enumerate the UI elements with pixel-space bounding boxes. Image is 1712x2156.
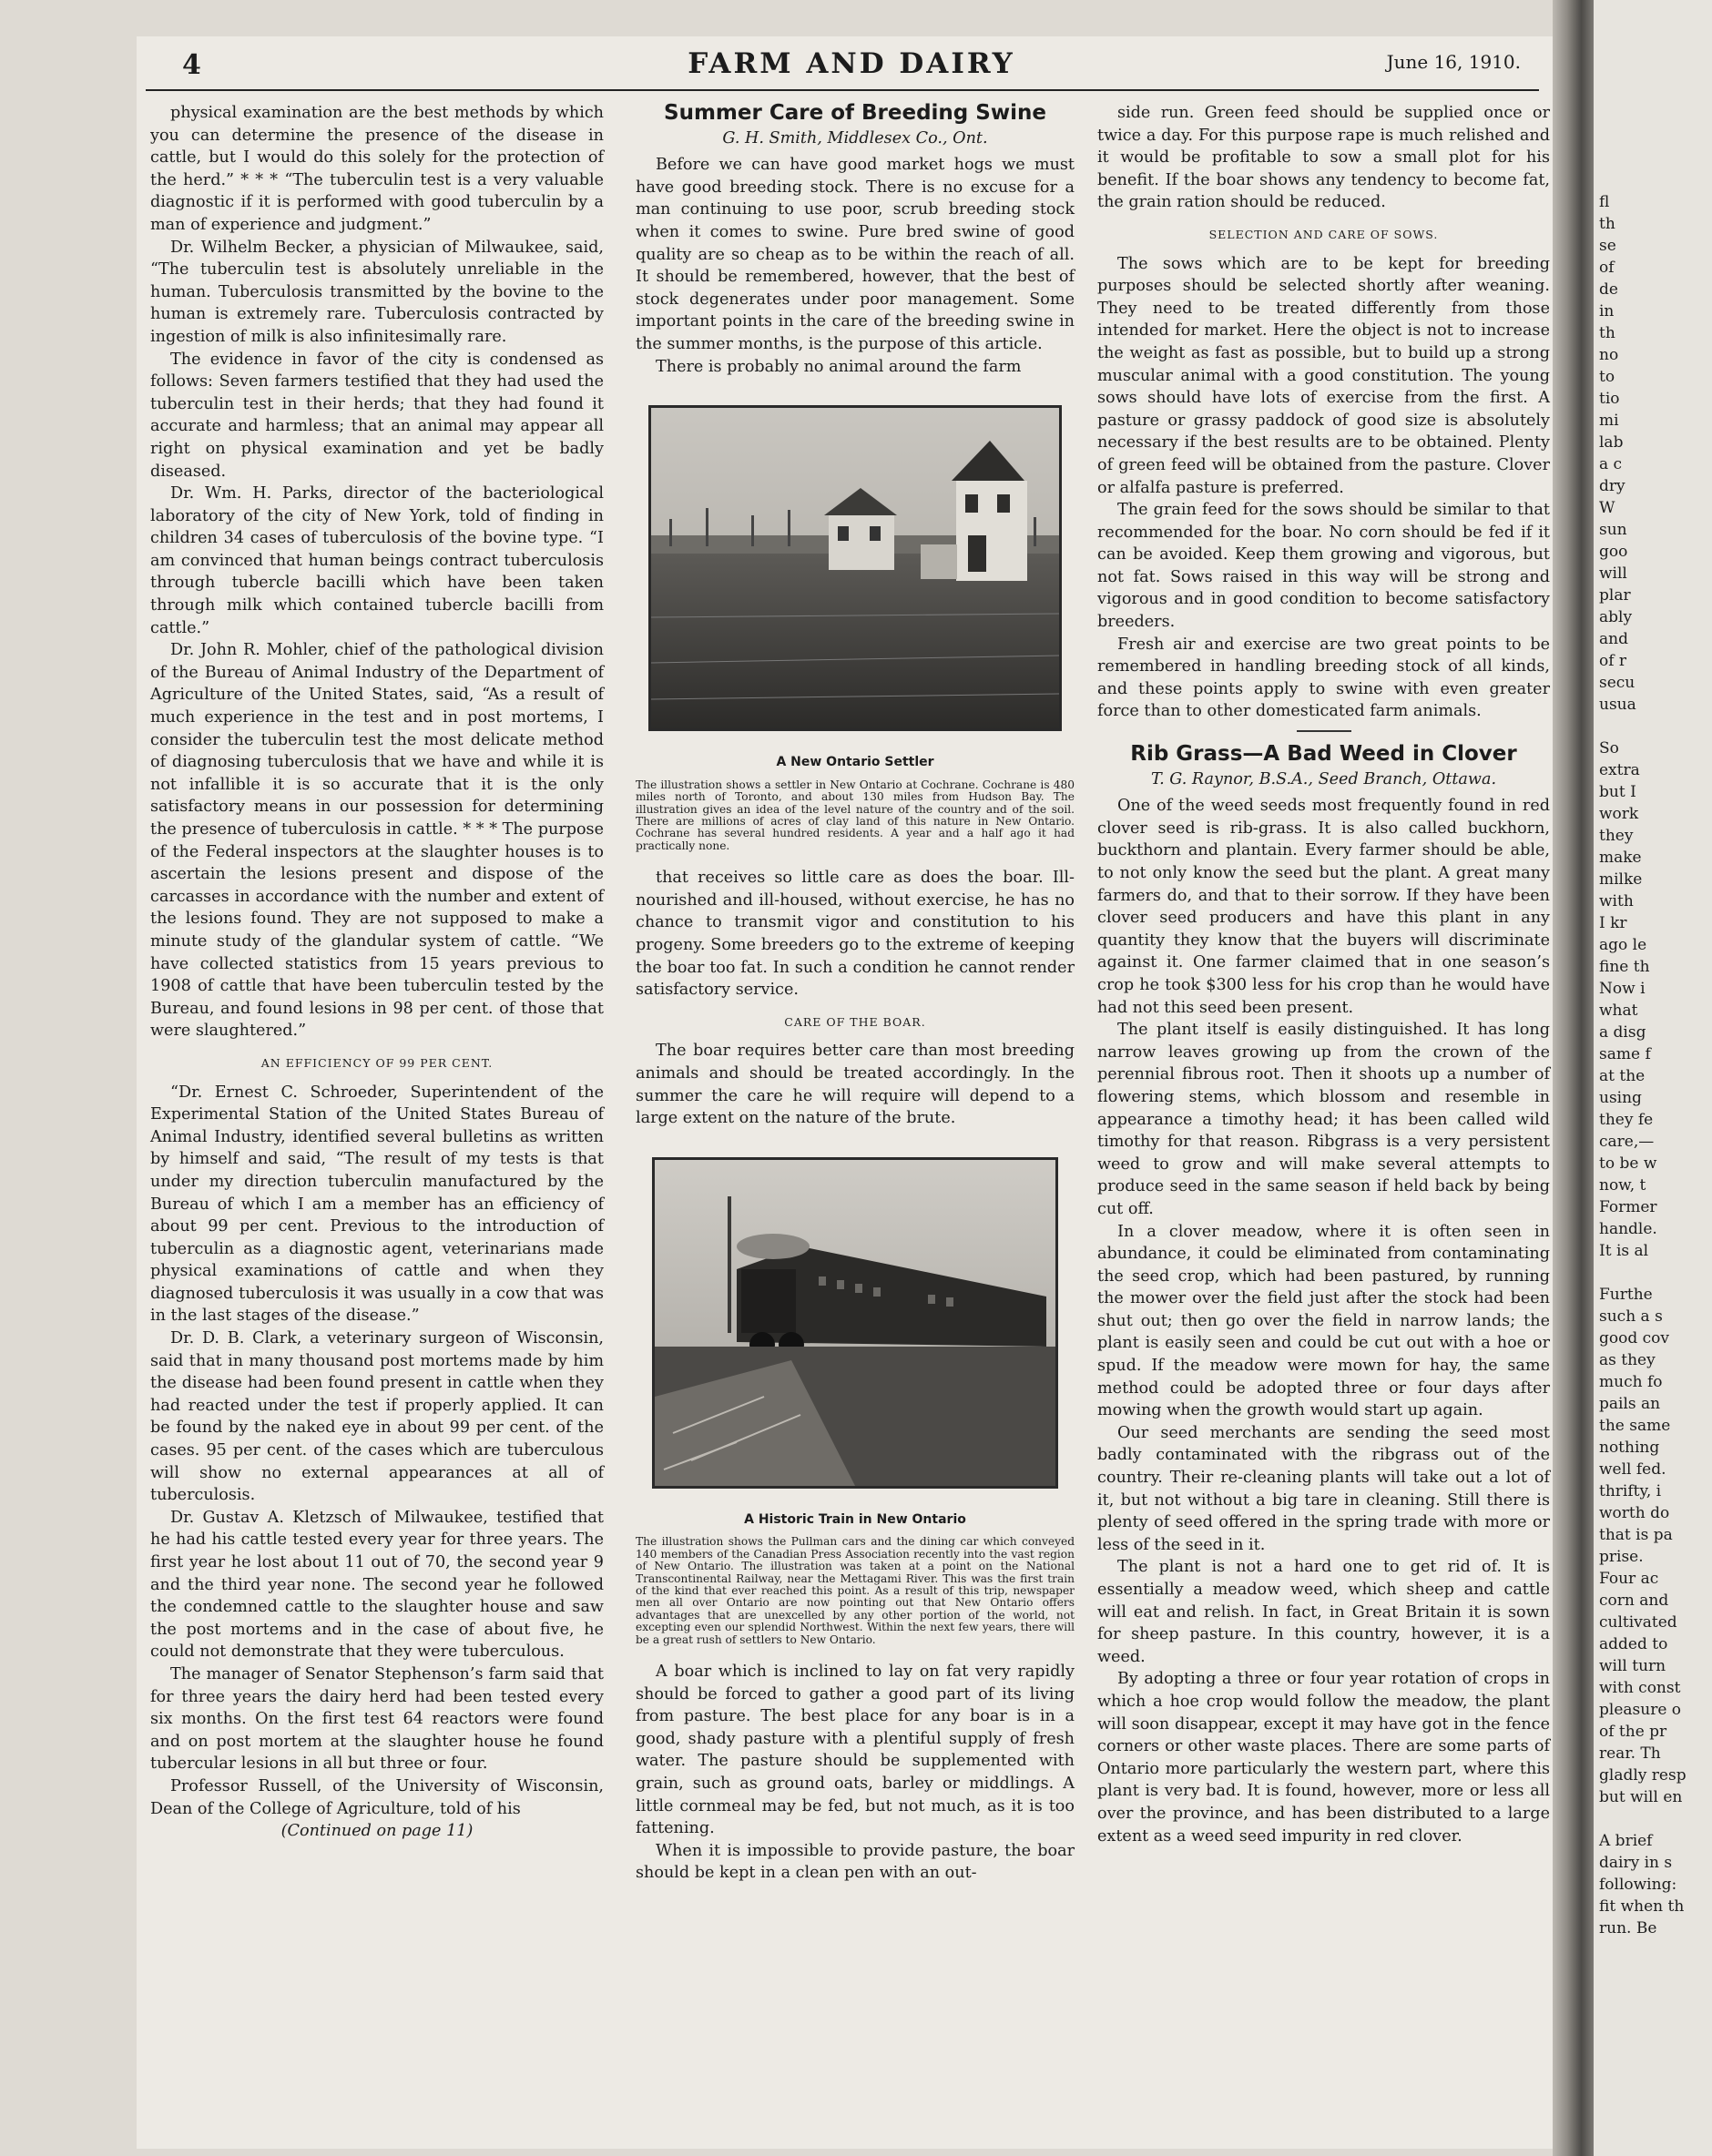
next-page-text-fragment: th: [1599, 324, 1615, 342]
paragraph: There is probably no animal around the farm: [656, 357, 1022, 376]
paragraph: The manager of Senator Stephenson’s farm said that for three years the dairy herd had been tested every six months. On the first test 64 reactors were found and on post mortem at the slaughter house he found tubercular lesions in all but three or four.: [150, 1664, 604, 1774]
next-page-text-fragment: with: [1599, 892, 1634, 910]
paragraph: The plant is not a hard one to get rid of. It is essentially a meadow weed, which sheep and cattle will eat and relish. In fact, in Great Britain it is sown for sheep pasture. In this country, however, it is a weed.: [1097, 1558, 1550, 1666]
next-page-text-fragment: mi: [1599, 412, 1619, 430]
caption-title-settler: A New Ontario Settler: [776, 755, 934, 770]
next-page-text-fragment: A brief: [1599, 1832, 1653, 1850]
next-page-text-fragment: worth do: [1599, 1504, 1670, 1522]
next-page-text-fragment: but I: [1599, 783, 1636, 801]
column-1-paragraphs-continued: [150, 1082, 604, 1821]
column-1: [150, 102, 604, 1843]
paragraph: Professor Russell, of the University of Wisconsin, Dean of the College of Agriculture, told of his: [150, 1776, 604, 1818]
paragraph: The plant itself is easily distinguished. It has long narrow leaves growing up from the crown of the perennial fibrous root. Then it shoots up a number of flowering stems, which blossom and resemble in appearance a timothy head; it has been called wild timothy for that reason. Ribgrass is a very persistent weed to grow and will make several attempts to produce seed in the same season if held back by being cut off.: [1097, 1021, 1550, 1218]
next-page-text-fragment: make: [1599, 849, 1642, 867]
masthead: [182, 47, 1521, 86]
next-page-text-fragment: thrifty, i: [1599, 1482, 1662, 1500]
paragraph: The grain feed for the sows should be similar to that recommended for the boar. No corn should be fed if it can be avoided. Keep them growing and vigorous, but not fat. Sows raised in this way will be strong and vigorous and in good condition to become satisfactory breeders.: [1097, 501, 1550, 632]
next-page-text-fragment: [1594, 1808, 1712, 1830]
next-page-text-fragment: they: [1599, 827, 1634, 845]
next-page-text-fragment: now, t: [1599, 1176, 1646, 1195]
column-3: [1097, 102, 1550, 1847]
paragraph: Before we can have good market hogs we must have good breeding stock. There is no excuse for a man continuing to use poor, scrub breeding stock when it comes to swine. Pure bred swine of good quality are so cheap as to be within the reach of all. It should be remembered, however, that the best of stock degenerates under poor management. Some important points in the care of the breeding swine in the summer months, is the purpose of this article.: [636, 156, 1075, 353]
next-page-text-fragment: de: [1599, 280, 1618, 299]
paragraph: The evidence in favor of the city is condensed as follows: Seven farmers testified that they had used the tuberculin test in their herds; that they had found it accurate and harmless; that an animal may appear all right on physical examination and yet be badly diseased.: [150, 350, 604, 481]
next-page-text-fragment: extra: [1599, 761, 1640, 779]
next-page-text-fragment: sun: [1599, 521, 1627, 539]
next-page-text-fragment: milke: [1599, 870, 1643, 889]
continued-note: (Continued on page 11): [280, 1822, 474, 1841]
next-page-text-fragment: plar: [1599, 586, 1631, 605]
swine-paragraphs-intro: [636, 154, 1075, 378]
column-1-paragraphs: [150, 102, 604, 1042]
next-page-text-fragment: what: [1599, 1002, 1638, 1020]
next-page-text-fragment: I kr: [1599, 914, 1627, 932]
next-page-text-fragment: ably: [1599, 608, 1633, 626]
next-page-text-fragment: will: [1599, 564, 1627, 583]
subheading-sows: SELECTION AND CARE OF SOWS.: [1208, 227, 1439, 241]
next-page-text-fragment: nothing: [1599, 1439, 1660, 1457]
article-separator: [1297, 730, 1351, 732]
next-page-text-fragment: the same: [1599, 1417, 1671, 1435]
next-page-text-fragment: dry: [1599, 477, 1625, 495]
next-page-text-fragment: lab: [1599, 433, 1624, 452]
next-page-text-fragment: fine th: [1599, 958, 1650, 976]
column-2: [636, 102, 1075, 1885]
next-page-text-fragment: So: [1599, 739, 1619, 758]
paragraph: The boar requires better care than most breeding animals and should be treated accordingly. In the summer the care he will require will depend to a large extent on the nature of the brute.: [636, 1042, 1075, 1128]
next-page-text-fragment: pails an: [1599, 1395, 1661, 1413]
caption-text-settler: The illustration shows a settler in New Ontario at Cochrane. Cochrane is 480 miles north of Toronto, and about 130 miles from Hudson Bay. The illustration gives an idea of the level nature of the country and of the soil. There are millions of acres of clay land of this nature in New Ontario. Cochrane has several hundred residents. A year and a half ago it had practically none.: [636, 778, 1075, 852]
next-page-text-fragment: [1594, 1262, 1712, 1284]
next-page-text-fragment: ago le: [1599, 936, 1647, 954]
swine-paragraphs-green-feed: [1097, 102, 1550, 214]
paragraph: Our seed merchants are sending the seed most badly contaminated with the ribgrass out of the country. Their re-cleaning plants will take out a lot of it, but not without a big tare in cleaning. Still there is plenty of seed offered in the spring trade with more or less of the seed in it.: [1097, 1423, 1550, 1554]
next-page-text-fragment: corn and: [1599, 1592, 1669, 1610]
next-page-text-fragment: gladly resp: [1599, 1766, 1687, 1785]
next-page-text-fragment: Now i: [1599, 980, 1646, 998]
next-page-text-fragment: much fo: [1599, 1373, 1663, 1391]
next-page-text-fragment: in: [1599, 302, 1615, 320]
next-page-text-fragment: secu: [1599, 674, 1636, 692]
next-page-text-fragment: with const: [1599, 1679, 1681, 1697]
next-page-text-fragment: good cov: [1599, 1329, 1669, 1348]
next-page-text-fragment: no: [1599, 346, 1619, 364]
next-page-text-fragment: pleasure o: [1599, 1701, 1682, 1719]
next-page-text-fragment: such a s: [1599, 1307, 1663, 1326]
swine-paragraphs-boar-neglect: [636, 867, 1075, 1002]
next-page-text-fragment: run. Be: [1599, 1919, 1657, 1937]
next-page-text-fragment: to be w: [1599, 1154, 1657, 1173]
swine-paragraphs-pasture: [636, 1661, 1075, 1885]
next-page-text-fragment: tio: [1599, 390, 1620, 408]
next-page-text-fragment: using: [1599, 1089, 1642, 1107]
next-page-text-fragment: well fed.: [1599, 1460, 1666, 1479]
article-byline-swine: G. H. Smith, Middlesex Co., Ont.: [722, 128, 988, 147]
next-page-text-fragment: and: [1599, 630, 1628, 648]
issue-date: June 16, 1910.: [1386, 51, 1521, 73]
paragraph: side run. Green feed should be supplied once or twice a day. For this purpose rape is much relished and it would be profitable to sow a small plot for his benefit. If the boar shows any tendency to become fat, the grain ration should be reduced.: [1097, 104, 1550, 212]
next-page-text-fragment: will turn: [1599, 1657, 1666, 1675]
swine-paragraphs-sows: [1097, 253, 1550, 723]
paragraph: physical examination are the best methods by which you can determine the presence of the disease in cattle, but I would do this solely for the protection of the herd.” * * * “The tuberculin test is a very valuable diagnostic if it is performed with good tuberculin by a man of experience and judgment.”: [150, 104, 604, 234]
paragraph: The sows which are to be kept for breeding purposes should be selected shortly after weaning. They need to be treated differently from those intended for market. Here the object is not to increase the weight as fast as possible, but to build up a strong muscular animal with a good constitution. The young sows should have lots of exercise from the first. A pasture or grassy paddock of good size is absolutely necessary if the best results are to be obtained. Plenty of green feed will be obtained from the pasture. Clover or alfalfa pasture is preferred.: [1097, 254, 1550, 497]
paragraph: “Dr. Ernest C. Schroeder, Superintendent of the Experimental Station of the United States Bureau of Animal Industry, identified several bulletins as written by himself and said, “The result of my tests is that under my direction tuberculin manufactured by the Bureau of which I am a member has an efficiency of about 99 per cent. Previous to the introduction of tuberculin as a diagnostic agent, veterinarians made physical examinations of cattle and when they diagnosed tuberculosis it was usually in a cow that was in the last stages of the disease.”: [150, 1083, 604, 1326]
next-page-text-fragment: at the: [1599, 1067, 1646, 1085]
next-page-text-fragment: but will en: [1599, 1788, 1683, 1806]
next-page-text-fragment: added to: [1599, 1635, 1668, 1653]
paragraph: When it is impossible to provide pasture, the boar should be kept in a clean pen with an out-: [636, 1841, 1075, 1883]
paragraph: A boar which is inclined to lay on fat very rapidly should be forced to gather a good part of its living from pasture. The best place for any boar is in a good, shady pasture with a plentiful supply of fresh water. The pasture should be supplemented with grain, such as ground oats, barley or middlings. A little cornmeal may be fed, but not much, as it is too fattening.: [636, 1662, 1075, 1838]
paragraph: Dr. John R. Mohler, chief of the pathological division of the Bureau of Animal Industry of the Department of Agriculture of the United States, said, “As a result of much experience in the test and in post mortems, I consider the tuberculin test the most delicate method of diagnosing tuberculosis that we have and while it is not infallible it is so accurate that it is the only satisfactory means in our possession for determining the presence of tuberculosis in cattle. * * * The purpose of the Federal inspectors at the slaughter houses is to ascertain the lesions present and dispose of the carcasses in accordance with the number and extent of the lesions found. They are not supposed to make a minute study of the glandular system of cattle. “We have collected statistics from 15 years previous to 1908 of cattle that have been tuberculin tested by the Bureau, and found lesions in 98 per cent. of those that were slaughtered.”: [150, 641, 604, 1041]
next-page-text-fragment: It is al: [1599, 1242, 1649, 1260]
next-page-text-fragment: Furthe: [1599, 1286, 1653, 1304]
next-page-text-fragment: se: [1599, 237, 1616, 255]
next-page-text-fragment: th: [1599, 215, 1615, 233]
next-page-text-fragment: goo: [1599, 543, 1628, 561]
next-page-text-fragment: they fe: [1599, 1111, 1654, 1129]
paragraph: In a clover meadow, where it is often seen in abundance, it could be eliminated from contaminating the seed crop, which had been pastured, by running the mower over the field just after the stock had been shut out; then go over the field in narrow lands; the plant is easily seen and could be cut out with a hoe or spud. If the meadow were mown for hay, the same method could be adopted three or four days after mowing when the growth would start up again.: [1097, 1222, 1550, 1420]
article-byline-rib-grass: T. G. Raynor, B.S.A., Seed Branch, Ottawa.: [1150, 769, 1497, 788]
next-page-text-fragment: [1594, 716, 1712, 737]
next-page-text-fragment: a c: [1599, 455, 1623, 473]
next-page-text-fragment: usua: [1599, 696, 1636, 714]
next-page-text-fragment: handle.: [1599, 1220, 1657, 1238]
next-page-text-fragment: cultivated: [1599, 1613, 1677, 1632]
next-page-text-fragment: to: [1599, 368, 1615, 386]
caption-title-train: A Historic Train in New Ontario: [744, 1511, 966, 1527]
caption-text-train: The illustration shows the Pullman cars and the dining car which conveyed 140 members of the Canadian Press Association recently into the vast region of New Ontario. The illustration was taken at a point on the National Transcontinental Railway, near the Mettagami River. This was the first train of the kind that ever reached this point. As a result of this trip, newspaper men all over Ontario are now pointing out that New Ontario offers advantages that are unexcelled by any other portion of the world, not excepting even our splendid Northwest. Within the next few years, there will be a great rush of settlers to New Ontario.: [636, 1535, 1075, 1646]
next-page-text-fragment: fl: [1599, 193, 1610, 211]
next-page-text-fragment: prise.: [1599, 1548, 1644, 1566]
paragraph: Dr. Wilhelm Becker, a physician of Milwaukee, said, “The tuberculin test is absolutely unreliable in the human. Tuberculosis transmitted by the bovine to the human is extremely rare. Tuberculosis contracted by ingestion of milk is also infinitesimally rare.: [150, 238, 604, 346]
masthead-rule: [146, 89, 1539, 91]
page-number: 4: [182, 49, 201, 81]
next-page-text-fragment: same f: [1599, 1045, 1651, 1063]
article-title-swine: Summer Care of Breeding Swine: [664, 101, 1046, 125]
next-page-edge: [1594, 0, 1712, 2156]
next-page-text-fragment: as they: [1599, 1351, 1656, 1369]
next-page-text-fragment: that is pa: [1599, 1526, 1673, 1544]
paragraph: By adopting a three or four year rotation of crops in which a hoe crop would follow the meadow, the plant will soon disappear, except it may have got in the fence corners or other waste places. There are some parts of Ontario more particularly the western part, where this plant is very bad. It is found, however, more or less all over the province, and has been distributed to a large extent as a weed seed impurity in red clover.: [1097, 1670, 1550, 1846]
newspaper-title: FARM AND DAIRY: [688, 47, 1015, 80]
subheading-care-of-boar: CARE OF THE BOAR.: [784, 1014, 926, 1029]
paragraph: Dr. Wm. H. Parks, director of the bacteriological laboratory of the city of New York, told of finding in children 34 cases of tuberculosis of the bovine type. “I am convinced that human beings contract tuberculosis through tubercle bacilli which have been taken through milk which contained tubercle bacilli from cattle.”: [150, 484, 604, 637]
next-page-text-fragment: of r: [1599, 652, 1627, 670]
paragraph: Fresh air and exercise are two great points to be remembered in handling breeding stock of all kinds, and these points apply to swine with even greater force than to other domesticated farm animals.: [1097, 635, 1550, 721]
next-page-text-fragment: following:: [1599, 1876, 1677, 1894]
next-page-text-fragment: care,—: [1599, 1133, 1655, 1151]
next-page-text-fragment: dairy in s: [1599, 1854, 1673, 1872]
book-gutter-shadow: [1553, 0, 1594, 2156]
next-page-text-fragment: Four ac: [1599, 1570, 1659, 1588]
next-page-text-fragment: of the pr: [1599, 1723, 1667, 1741]
next-page-text-fragment: rear. Th: [1599, 1744, 1661, 1763]
next-page-text-fragment: W: [1599, 499, 1615, 517]
photo-historic-train: [652, 1157, 1058, 1489]
swine-paragraphs-boar-care: [636, 1040, 1075, 1129]
subheading-efficiency: AN EFFICIENCY OF 99 PER CENT.: [260, 1055, 494, 1070]
next-page-text-fragment: a disg: [1599, 1023, 1646, 1042]
paragraph: Dr. Gustav A. Kletzsch of Milwaukee, testified that he had his cattle tested every year for three years. The first year he lost about 11 out of 70, the second year 9 and the third year none. The second year he followed the condemned cattle to the slaughter house and saw the post mortems and in the case of about five, he could not demonstrate that they were tuberculous.: [150, 1508, 604, 1662]
photo-new-ontario-settler: [648, 405, 1062, 731]
next-page-text-fragment: of: [1599, 259, 1615, 277]
next-page-text-fragment: work: [1599, 805, 1639, 823]
paragraph: Dr. D. B. Clark, a veterinary surgeon of Wisconsin, said that in many thousand post mortems made by him the disease had been found present in cattle when they had reacted under the test if properly applied. It can be found by the naked eye in about 99 per cent. of the cases. 95 per cent. of the cases which are tuberculous will show no external appearances at all of tuberculosis.: [150, 1329, 604, 1505]
paragraph: that receives so little care as does the boar. Ill-nourished and ill-housed, without exercise, he has no chance to transmit vigor and constitution to his progeny. Some breeders go to the extreme of keeping the boar too fat. In such a condition he cannot render satisfactory service.: [636, 869, 1075, 1000]
next-page-text-fragment: fit when th: [1599, 1897, 1685, 1916]
paragraph: One of the weed seeds most frequently found in red clover seed is rib-grass. It is also called buckhorn, buckthorn and plantain. Every farmer should be able, to not only know the seed but the plant. A great many farmers do, and that to their sorrow. If they have been clover seed producers and have this plant in any quantity they know that the buyers will discriminate against it. One farmer claimed that in one season’s crop he took $300 less for his crop than he would have had not this seed been present.: [1097, 797, 1550, 1017]
article-title-rib-grass: Rib Grass—A Bad Weed in Clover: [1130, 742, 1517, 767]
next-page-fragments: [1594, 0, 1712, 1939]
next-page-text-fragment: Former: [1599, 1198, 1657, 1216]
rib-grass-paragraphs: [1097, 795, 1550, 1847]
